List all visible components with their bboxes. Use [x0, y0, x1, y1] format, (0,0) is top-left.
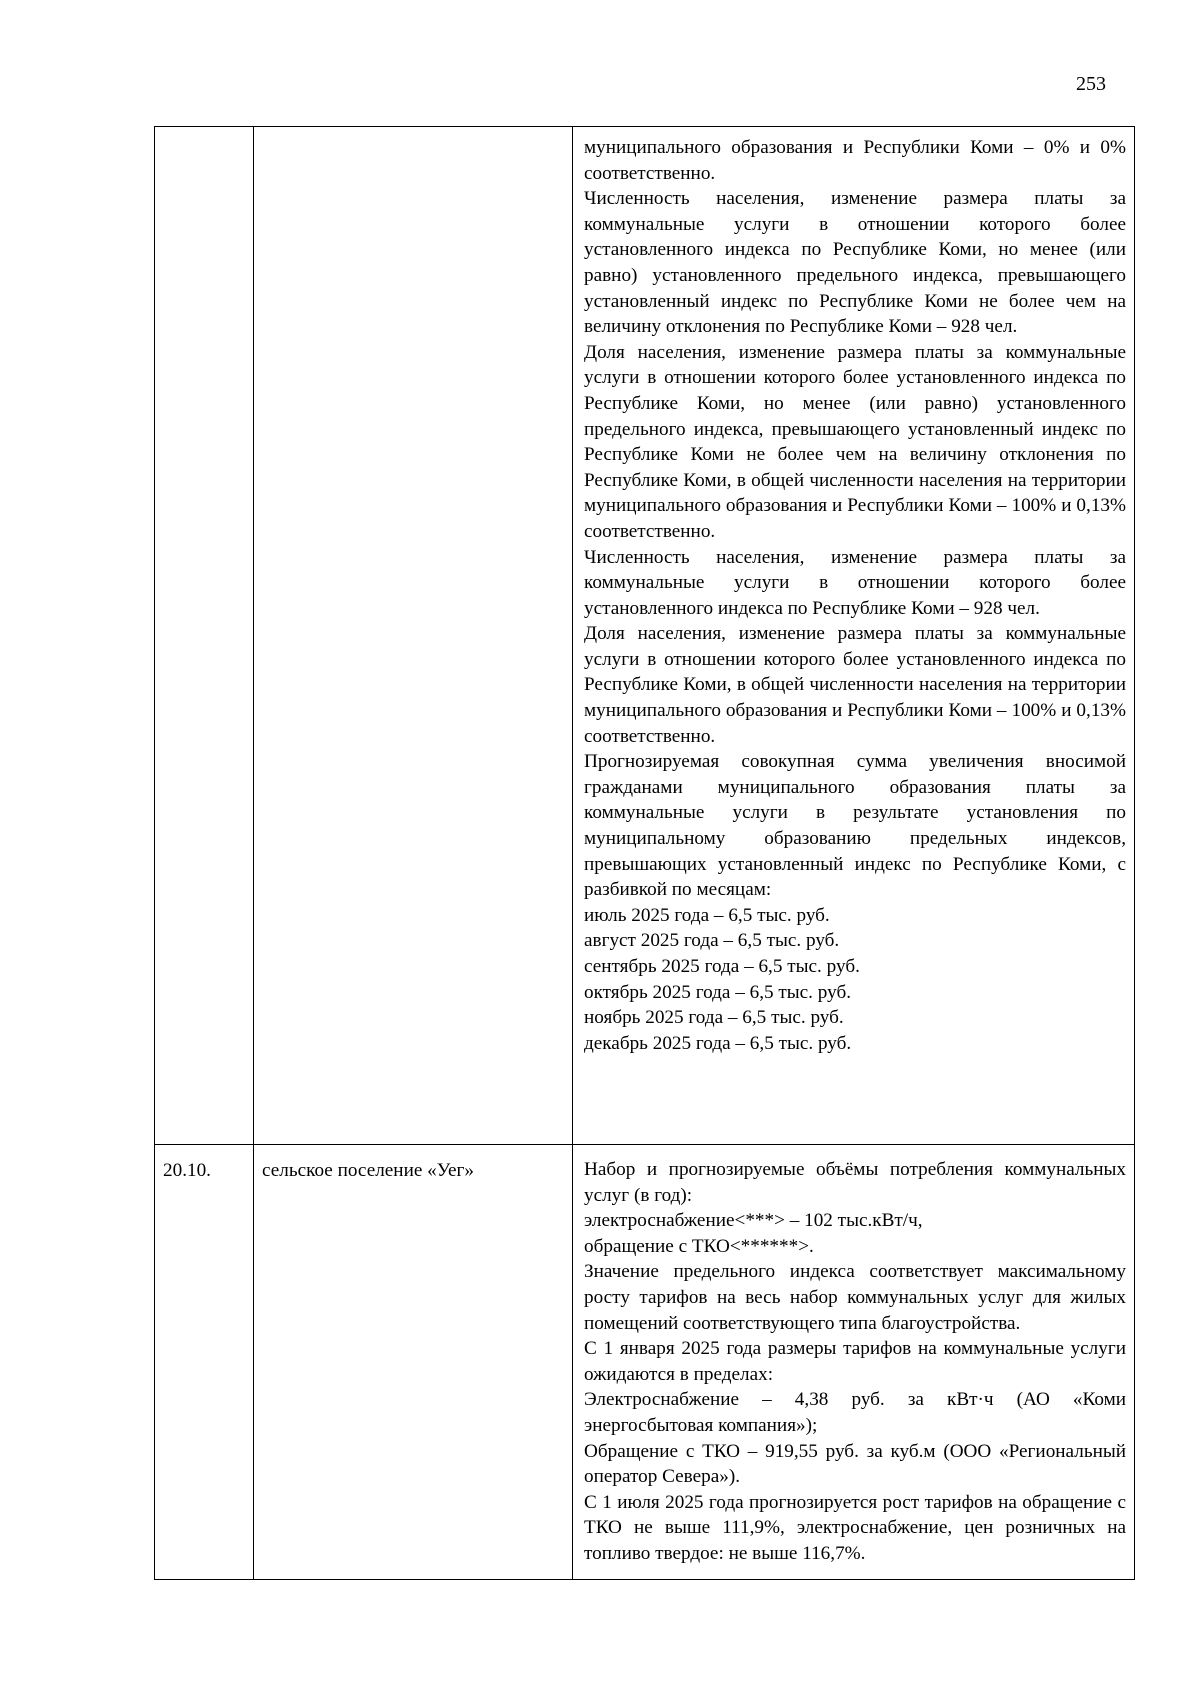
- row-number: 20.10.: [163, 1160, 211, 1181]
- description-cell: [573, 127, 1135, 1145]
- paragraph: С 1 января 2025 года размеры тарифов на коммунальные услуги ожидаются в пределах:: [584, 1338, 1126, 1385]
- data-table: [154, 126, 1135, 1580]
- paragraph: муниципального образования и Республики Коми – 0% и 0% соответственно.: [584, 137, 1126, 184]
- table-row: [155, 127, 1135, 1145]
- municipality-name: [254, 127, 572, 140]
- paragraph: Доля населения, изменение размера платы за коммунальные услуги в отношении которого более установленного индекса по Республике Коми, в общей численности населения на территории муниципального образования и Республики Коми – 100% и 0,13% соответственно.: [584, 623, 1126, 747]
- table-row: [155, 1145, 1135, 1580]
- paragraph: Прогнозируемая совокупная сумма увеличения вносимой гражданами муниципального образования платы за коммунальные услуги в результате установления по муниципальному образованию предельных индексов, превышающих установленный индекс по Республике Коми, с разбивкой по месяцам:: [584, 751, 1126, 901]
- municipality-cell: [254, 127, 573, 1145]
- monthly-amount: октябрь 2025 года – 6,5 тыс. руб.: [584, 981, 852, 1003]
- municipality-name: сельское поселение «Уег»: [262, 1160, 474, 1181]
- paragraph: Набор и прогнозируемые объёмы потребления коммунальных услуг (в год):: [584, 1159, 1126, 1206]
- paragraph: электроснабжение<***> – 102 тыс.кВт/ч,: [584, 1210, 923, 1232]
- description-cell: [573, 1145, 1135, 1580]
- page-number: 253: [1076, 73, 1106, 95]
- monthly-amount: ноябрь 2025 года – 6,5 тыс. руб.: [584, 1007, 844, 1029]
- paragraph: Численность населения, изменение размера платы за коммунальные услуги в отношении которого более установленного индекса по Республике Коми, но менее (или равно) установленного предельного индекса, превышающего установленный индекс по Республике Коми не более чем на величину отклонения по Республике Коми – 928 чел.: [584, 188, 1126, 338]
- paragraph: С 1 июля 2025 года прогнозируется рост тарифов на обращение с ТКО не выше 111,9%, электроснабжение, цен розничных на топливо твердое: не выше 116,7%.: [584, 1491, 1126, 1564]
- paragraph: Значение предельного индекса соответствует максимальному росту тарифов на весь набор коммунальных услуг для жилых помещений соответствующего типа благоустройства.: [584, 1261, 1126, 1334]
- paragraph: Электроснабжение – 4,38 руб. за кВт·ч (АО «Коми энергосбытовая компания»);: [584, 1389, 1126, 1436]
- row-number-cell: [155, 1145, 254, 1580]
- paragraph: Численность населения, изменение размера платы за коммунальные услуги в отношении которого более установленного индекса по Республике Коми – 928 чел.: [584, 546, 1126, 619]
- monthly-amount: август 2025 года – 6,5 тыс. руб.: [584, 930, 840, 952]
- paragraph: Доля населения, изменение размера платы за коммунальные услуги в отношении которого более установленного индекса по Республике Коми, но менее (или равно) установленного предельного индекса, превышающего установленный индекс по Республике Коми не более чем на величину отклонения по Республике Коми, в общей численности населения на территории муниципального образования и Республики Коми – 100% и 0,13% соответственно.: [584, 341, 1126, 542]
- monthly-amount: декабрь 2025 года – 6,5 тыс. руб.: [584, 1032, 852, 1054]
- municipality-cell: [254, 1145, 573, 1580]
- row-number-cell: [155, 127, 254, 1145]
- paragraph: Обращение с ТКО – 919,55 руб. за куб.м (ООО «Региональный оператор Севера»).: [584, 1440, 1126, 1488]
- paragraph: обращение с ТКО<******>.: [584, 1235, 814, 1257]
- monthly-amount: июль 2025 года – 6,5 тыс. руб.: [584, 904, 830, 926]
- row-number: [155, 127, 253, 140]
- monthly-amount: сентябрь 2025 года – 6,5 тыс. руб.: [584, 956, 860, 977]
